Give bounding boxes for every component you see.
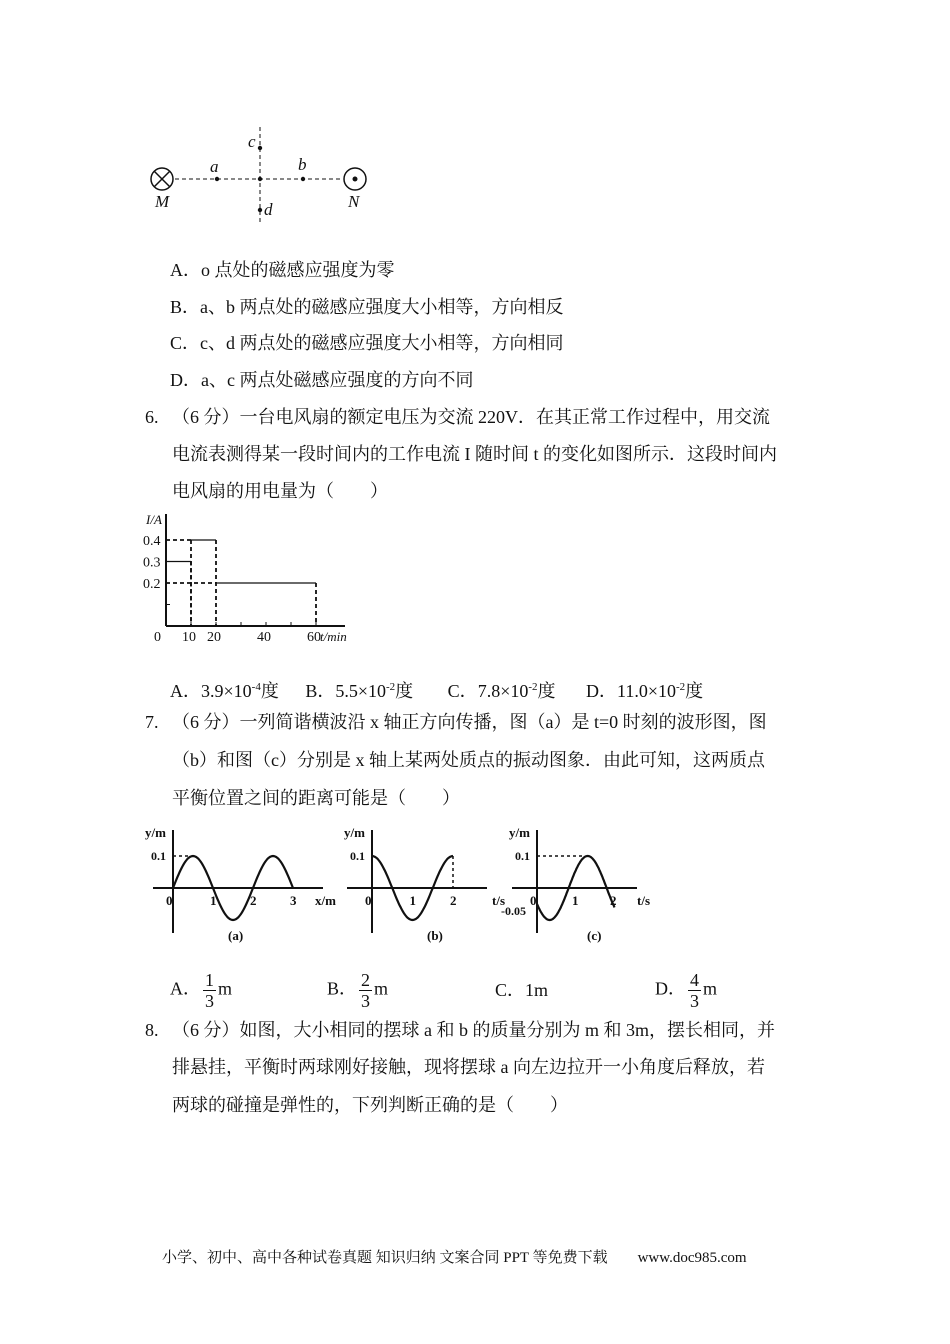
graph-caption: (a): [228, 928, 244, 943]
option-a[interactable]: A．$3.9\times 10^{-4}$度: [170, 681, 279, 701]
option-a[interactable]: A．o 点处的磁感应强度为零: [170, 260, 395, 280]
x-tick-label: 40: [257, 630, 271, 645]
x-tick-label: 1: [409, 893, 416, 908]
y-axis-label: y/m: [509, 825, 530, 840]
option-b[interactable]: B．a、b 两点处的磁感应强度大小相等，方向相反: [170, 297, 564, 317]
x-tick-label: 0: [166, 893, 173, 908]
x-tick-label: 2: [450, 893, 457, 908]
x-axis-label: t/min: [320, 629, 347, 644]
option-b[interactable]: B．$5.5\times 10^{-2}$度: [305, 681, 414, 701]
question-number: 6.: [145, 407, 159, 427]
svg-text:a: a: [210, 157, 219, 176]
question-text: （6 分）一台电风扇的额定电压为交流 220V．在其正常工作过程中，用交流: [172, 407, 770, 427]
x-tick-label: 20: [207, 630, 221, 645]
y-tick-label: 0.2: [143, 577, 161, 592]
question-text: 电流表测得某一段时间内的工作电流 I 随时间 t 的变化如图所示．这段时间内: [172, 444, 777, 464]
svg-text:M: M: [155, 192, 170, 211]
option-d[interactable]: D．a、c 两点处磁感应强度的方向不同: [170, 370, 474, 390]
y-tick-label: 0.1: [350, 849, 365, 863]
svg-text:c: c: [248, 132, 256, 151]
graph-caption: (c): [587, 928, 602, 943]
x-tick-label: 0: [365, 893, 372, 908]
question-text: （6 分）一列简谐横波沿 x 轴正方向传播，图（a）是 t=0 时刻的波形图，图: [172, 712, 767, 732]
svg-text:d: d: [264, 200, 273, 219]
x-tick-label: 1: [572, 893, 579, 908]
y-tick-label: -0.05: [501, 904, 526, 918]
y-tick-label: 0.4: [143, 534, 161, 549]
y-axis-label: y/m: [145, 825, 166, 840]
y-tick-label: 0.3: [143, 555, 161, 571]
option-c[interactable]: C．1m: [495, 980, 549, 1000]
x-axis-label: t/s: [637, 893, 650, 908]
y-tick-label: 0.1: [515, 849, 530, 863]
footer-link[interactable]: www.doc985.com: [637, 1250, 747, 1266]
x-tick-label: 0: [530, 893, 537, 908]
question-text: 电风扇的用电量为（ ）: [172, 481, 388, 501]
svg-text:N: N: [348, 192, 360, 211]
x-tick-label: 10: [182, 630, 196, 645]
x-tick-label: 60: [307, 630, 321, 645]
x-tick-label: 1: [210, 893, 217, 908]
option-a[interactable]: A． $\frac{1}{3}$ m: [170, 970, 233, 1011]
option-d[interactable]: D． $\frac{4}{3}$ m: [655, 970, 718, 1011]
footer: [162, 1246, 747, 1267]
x-axis-label: t/s: [492, 893, 505, 908]
x-tick-label: 2: [610, 893, 617, 908]
option-c[interactable]: C．c、d 两点处的磁感应强度大小相等，方向相同: [170, 333, 564, 353]
question-number: 8.: [145, 1020, 159, 1040]
x-tick-label: 2: [250, 893, 257, 908]
svg-text:b: b: [298, 155, 307, 174]
option-d[interactable]: D．$11.0\times 10^{-2}$度: [586, 681, 704, 701]
option-c[interactable]: C．$7.8\times 10^{-2}$度: [447, 681, 556, 701]
question-text: （6 分）如图，大小相同的摆球 a 和 b 的质量分别为 m 和 3m，摆长相同，并: [172, 1020, 775, 1040]
question-text: （b）和图（c）分别是 x 轴上某两处质点的振动图象．由此可知，这两质点: [172, 750, 765, 770]
option-b[interactable]: B． $\frac{2}{3}$ m: [327, 970, 389, 1011]
graph-caption: (b): [427, 928, 443, 943]
question-text: 两球的碰撞是弹性的，下列判断正确的是（ ）: [172, 1095, 568, 1115]
question-text: 平衡位置之间的距离可能是（ ）: [172, 788, 460, 808]
x-tick-label: 0: [154, 630, 161, 645]
question-text: 排悬挂，平衡时两球刚好接触，现将摆球 a 向左边拉开一小角度后释放，若: [172, 1057, 765, 1077]
y-tick-label: 0.1: [151, 849, 166, 863]
footer-text: 小学、初中、高中各种试卷真题 知识归纳 文案合同 PPT 等免费下载: [162, 1250, 608, 1266]
y-axis-label: I/A: [146, 512, 162, 527]
y-axis-label: y/m: [344, 825, 365, 840]
x-tick-label: 3: [290, 893, 297, 908]
x-axis-label: x/m: [315, 893, 336, 908]
question-number: 7.: [145, 712, 159, 732]
